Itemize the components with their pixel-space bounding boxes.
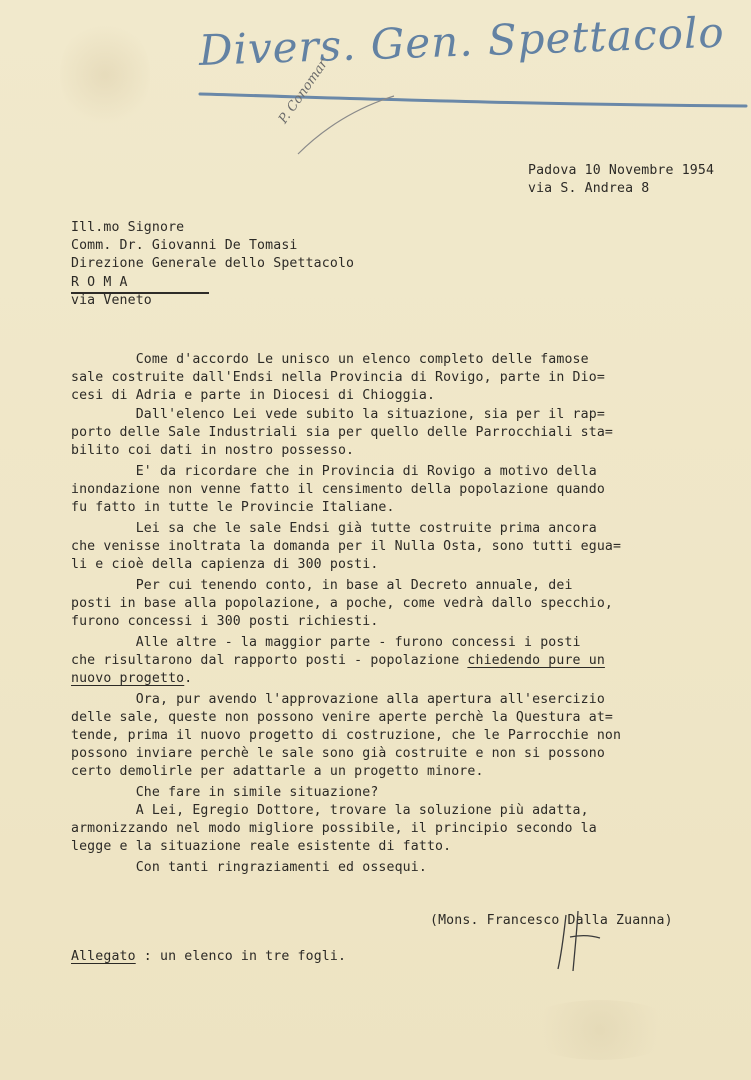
body-line: fu fatto in tutte le Provincie Italiane. [71,500,395,515]
body-line: possono inviare perchè le sale sono già costruite e non si possono [71,746,605,761]
attachment-label: Allegato [71,949,136,964]
body-line: che venisse inoltrata la domanda per il Nulla Osta, sono tutti egua= [71,539,622,554]
body-line: A Lei, Egregio Dottore, trovare la soluzione più adatta, [71,803,589,818]
body-line: Alle altre - la maggior parte - furono concessi i posti [71,635,581,650]
body-line: tende, prima il nuovo progetto di costruzione, che le Parrocchie non [71,728,622,743]
body-line: armonizzando nel modo migliore possibile, il principio secondo la [71,821,597,836]
body-line: Per cui tenendo conto, in base al Decreto annuale, dei [71,578,573,593]
body-line: Dall'elenco Lei vede subito la situazione, sia per il rap= [71,407,605,422]
body-line: Come d'accordo Le unisco un elenco completo delle famose [71,352,589,367]
body-line: legge e la situazione reale esistente di fatto. [71,839,452,854]
recipient-street: via Veneto [71,293,152,308]
recipient-city: R O M A [71,275,128,290]
underlined-phrase: nuovo progetto [71,671,185,686]
handwritten-initials: P. Conomar [276,56,332,127]
date-line: Padova 10 Novembre 1954 [528,163,715,178]
body-line: li e cioè della capienza di 300 posti. [71,557,379,572]
body-line: cesi di Adria e parte in Diocesi di Chioggia. [71,388,436,403]
recipient-name: Comm. Dr. Giovanni De Tomasi [71,238,298,253]
signature-name: (Mons. Francesco Dalla Zuanna) [430,913,673,928]
handwritten-signature-mark [548,905,608,975]
handwritten-header-note: Divers. Gen. Spettacolo [198,7,726,75]
body-line: Con tanti ringraziamenti ed ossequi. [71,860,427,875]
handwritten-underline-stroke [195,84,751,114]
underlined-phrase: chiedendo pure un [467,653,605,668]
body-line: delle sale, queste non possono venire aperte perchè la Questura at= [71,710,613,725]
body-line [71,652,605,670]
body-line: E' da ricordare che in Provincia di Rovigo a motivo della [71,464,597,479]
body-line: porto delle Sale Industriali sia per quello delle Parrocchiali sta= [71,425,613,440]
body-line: bilito coi dati in nostro possesso. [71,443,355,458]
body-line [71,670,192,688]
body-line: Che fare in simile situazione? [71,785,379,800]
body-line: certo demolirle per adattarle a un progetto minore. [71,764,484,779]
body-line: furono concessi i 300 posti richiesti. [71,614,379,629]
body-text-fragment: che risultarono dal rapporto posti - popolazione [71,653,468,668]
attachment-text: : un elenco in tre fogli. [135,949,347,964]
address-line: via S. Andrea 8 [528,181,650,196]
pencil-stroke [290,92,400,162]
paper-stain [520,1000,680,1060]
body-line: inondazione non venne fatto il censimento della popolazione quando [71,482,605,497]
body-line: Lei sa che le sale Endsi già tutte costruite prima ancora [71,521,597,536]
attachment-line [71,948,346,966]
recipient-salutation: Ill.mo Signore [71,220,185,235]
body-line: Ora, pur avendo l'approvazione alla apertura all'esercizio [71,692,605,707]
recipient-office: Direzione Generale dello Spettacolo [71,256,355,271]
paper-stain [60,20,150,130]
body-text-fragment: . [184,671,193,686]
body-line: posti in base alla popolazione, a poche, come vedrà dallo specchio, [71,596,613,611]
body-line: sale costruite dall'Endsi nella Provincia di Rovigo, parte in Dio= [71,370,605,385]
